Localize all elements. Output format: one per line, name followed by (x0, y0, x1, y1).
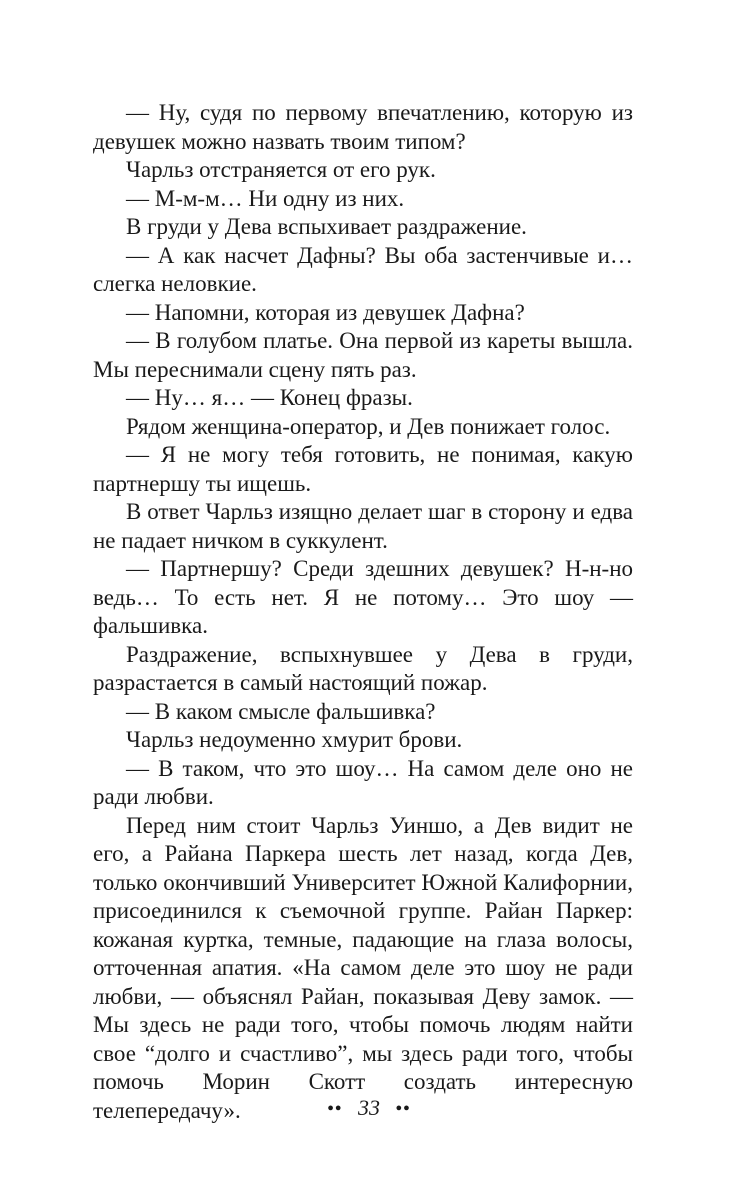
left-ornament-icon: ●● (327, 1101, 343, 1114)
paragraph: — Ну, судя по первому впечатлению, которую из девушек можно назвать твоим типом? (93, 100, 633, 154)
right-ornament-icon: ●● (395, 1101, 411, 1114)
paragraph: В груди у Дева вспыхивает раздражение. (126, 214, 527, 239)
paragraph: В ответ Чарльз изящно делает шаг в сторону и едва не падает ничком в суккулент. (93, 499, 633, 553)
paragraph: Перед ним стоит Чарльз Уиншо, а Дев видит не его, а Райана Паркера шесть лет назад, когда Дев, только окончивший Университет Южной Калифорнии, присоединился к съемочной группе. Райан Паркер: кожаная куртка, темные, падающие на глаза волосы, отточенная апатия. «На самом деле это шоу не ради любви, — объяснял Райан, показывая Деву замок. — Мы здесь не ради того, чтобы помочь людям найти свое “долго и счастливо”, мы здесь ради того, чтобы помочь Морин Скотт создать интересную телепередачу». (93, 812, 633, 1123)
paragraph: Рядом женщина-оператор, и Дев понижает голос. (126, 413, 611, 439)
paragraph: — М-м-м… Ни одну из них. (126, 185, 405, 211)
paragraph: — А как насчет Дафны? Вы оба застенчивые и… слегка неловкие. (93, 242, 633, 296)
paragraph: — Ну… я… — Конец фразы. (126, 385, 413, 410)
page-footer (0, 1093, 738, 1121)
paragraph: — Я не могу тебя готовить, не понимая, какую партнершу ты ищешь. (93, 442, 633, 496)
paragraph: — В каком смысле фальшивка? (126, 698, 436, 724)
paragraph: — В голубом платье. Она первой из кареты вышла. Мы переснимали сцену пять раз. (93, 328, 633, 382)
paragraph: — В таком, что это шоу… На самом деле оно не ради любви. (93, 755, 633, 809)
body-text (93, 99, 633, 1125)
paragraph: Раздражение, вспыхнувшее у Дева в груди, разрастается в самый настоящий пожар. (93, 641, 633, 695)
paragraph: Чарльз недоуменно хмурит брови. (126, 727, 463, 752)
page-number: 33 (358, 1094, 380, 1120)
paragraph: — Напомни, которая из девушек Дафна? (126, 299, 525, 325)
paragraph: Чарльз отстраняется от его рук. (126, 157, 436, 182)
paragraph: — Партнершу? Среди здешних девушек? Н-н-но ведь… То есть нет. Я не потому… Это шоу — фальшивка. (93, 556, 633, 638)
